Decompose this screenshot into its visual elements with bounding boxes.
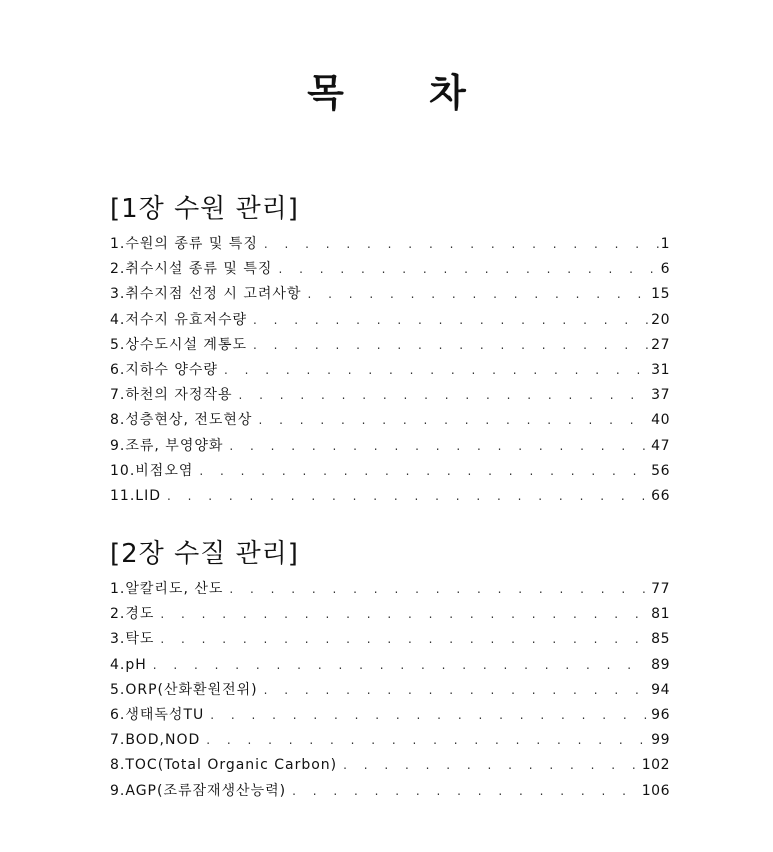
- toc-section-chapter-2: [110, 535, 670, 804]
- dot-leader: [307, 282, 649, 307]
- toc-entry-page: 40: [651, 412, 670, 429]
- toc-entry-label: 2.경도: [110, 606, 155, 623]
- dot-leader: [238, 383, 649, 408]
- toc-entry-label: 7.하천의 자정작용: [110, 387, 233, 404]
- toc-entry: [110, 232, 670, 257]
- toc-entry: [110, 728, 670, 753]
- dot-leader: [206, 728, 649, 753]
- toc-entry-label: 6.생태독성TU: [110, 706, 205, 723]
- toc-entry-label: 3.취수지점 선정 시 고려사항: [110, 286, 302, 303]
- toc-entry-page: 31: [651, 361, 670, 378]
- toc-entry: [110, 627, 670, 652]
- toc-entry-label: 4.저수지 유효저수량: [110, 311, 247, 328]
- dot-leader: [292, 779, 640, 804]
- toc-entry: [110, 779, 670, 804]
- dot-leader: [264, 232, 659, 257]
- section-heading: [1장 수원 관리]: [110, 194, 299, 224]
- toc-entry-page: 94: [651, 681, 670, 698]
- toc-entry-label: 3.탁도: [110, 631, 155, 648]
- toc-entry-label: 11.LID: [110, 487, 161, 504]
- toc-entry-page: 81: [651, 606, 670, 623]
- toc-entry: [110, 577, 670, 602]
- dot-leader: [264, 678, 650, 703]
- toc-entry: [110, 434, 670, 459]
- toc-entry: [110, 333, 670, 358]
- dot-leader: [199, 459, 649, 484]
- toc-entry-page: 66: [651, 487, 670, 504]
- toc-entry-page: 6: [660, 261, 670, 278]
- toc-entry: [110, 459, 670, 484]
- dot-leader: [229, 434, 649, 459]
- dot-leader: [210, 703, 649, 728]
- toc-list: [110, 577, 670, 804]
- toc-list: [110, 232, 670, 509]
- toc-entry: [110, 282, 670, 307]
- dot-leader: [278, 257, 658, 282]
- toc-entry-page: 27: [651, 336, 670, 353]
- toc-entry-page: 89: [651, 656, 670, 673]
- toc-entry-label: 7.BOD,NOD: [110, 732, 201, 749]
- toc-entry: [110, 408, 670, 433]
- toc-entry-page: 1: [660, 236, 670, 252]
- toc-entry-page: 20: [651, 311, 670, 328]
- dot-leader: [343, 753, 640, 778]
- toc-entry: [110, 484, 670, 509]
- toc-entry-label: 1.수원의 종류 및 특징: [110, 236, 258, 252]
- toc-entry-page: 37: [651, 387, 670, 404]
- dot-leader: [153, 653, 649, 678]
- toc-section-chapter-1: [110, 190, 670, 509]
- toc-entry-page: 106: [641, 782, 670, 799]
- toc-entry-label: 6.지하수 양수량: [110, 361, 218, 378]
- toc-entry-page: 77: [651, 581, 670, 597]
- toc-entry-page: 96: [651, 706, 670, 723]
- toc-entry: [110, 358, 670, 383]
- dot-leader: [229, 577, 649, 602]
- dot-leader: [167, 484, 649, 509]
- toc-entry-label: 9.AGP(조류잠재생산능력): [110, 782, 287, 799]
- toc-entry: [110, 602, 670, 627]
- toc-entry-page: 15: [651, 286, 670, 303]
- toc-entry-page: 102: [641, 757, 670, 774]
- toc-entry-label: 1.알칼리도, 산도: [110, 581, 224, 597]
- toc-entry: [110, 753, 670, 778]
- section-heading: [2장 수질 관리]: [110, 539, 299, 569]
- toc-entry: [110, 703, 670, 728]
- toc-entry-label: 4.pH: [110, 656, 147, 673]
- toc-entry-label: 5.ORP(산화환원전위): [110, 681, 258, 698]
- toc-entry-label: 8.성층현상, 전도현상: [110, 412, 253, 429]
- toc-entry-label: 9.조류, 부영양화: [110, 437, 224, 454]
- dot-leader: [160, 602, 649, 627]
- toc-entry: [110, 308, 670, 333]
- toc-entry-page: 85: [651, 631, 670, 648]
- dot-leader: [258, 408, 649, 433]
- toc-entry: [110, 653, 670, 678]
- toc-entry: [110, 678, 670, 703]
- toc-entry: [110, 257, 670, 282]
- toc-entry-label: 10.비점오염: [110, 462, 194, 479]
- dot-leader: [253, 333, 649, 358]
- toc-entry-label: 5.상수도시설 계통도: [110, 336, 247, 353]
- toc-entry-label: 2.취수시설 종류 및 특징: [110, 261, 273, 278]
- page-title: 목 차: [307, 71, 502, 115]
- toc-entry-label: 8.TOC(Total Organic Carbon): [110, 757, 338, 774]
- toc-entry-page: 47: [651, 437, 670, 454]
- toc-entry: [110, 383, 670, 408]
- dot-leader: [224, 358, 649, 383]
- dot-leader: [160, 627, 649, 652]
- toc-entry-page: 99: [651, 732, 670, 749]
- dot-leader: [253, 308, 649, 333]
- toc-entry-page: 56: [651, 462, 670, 479]
